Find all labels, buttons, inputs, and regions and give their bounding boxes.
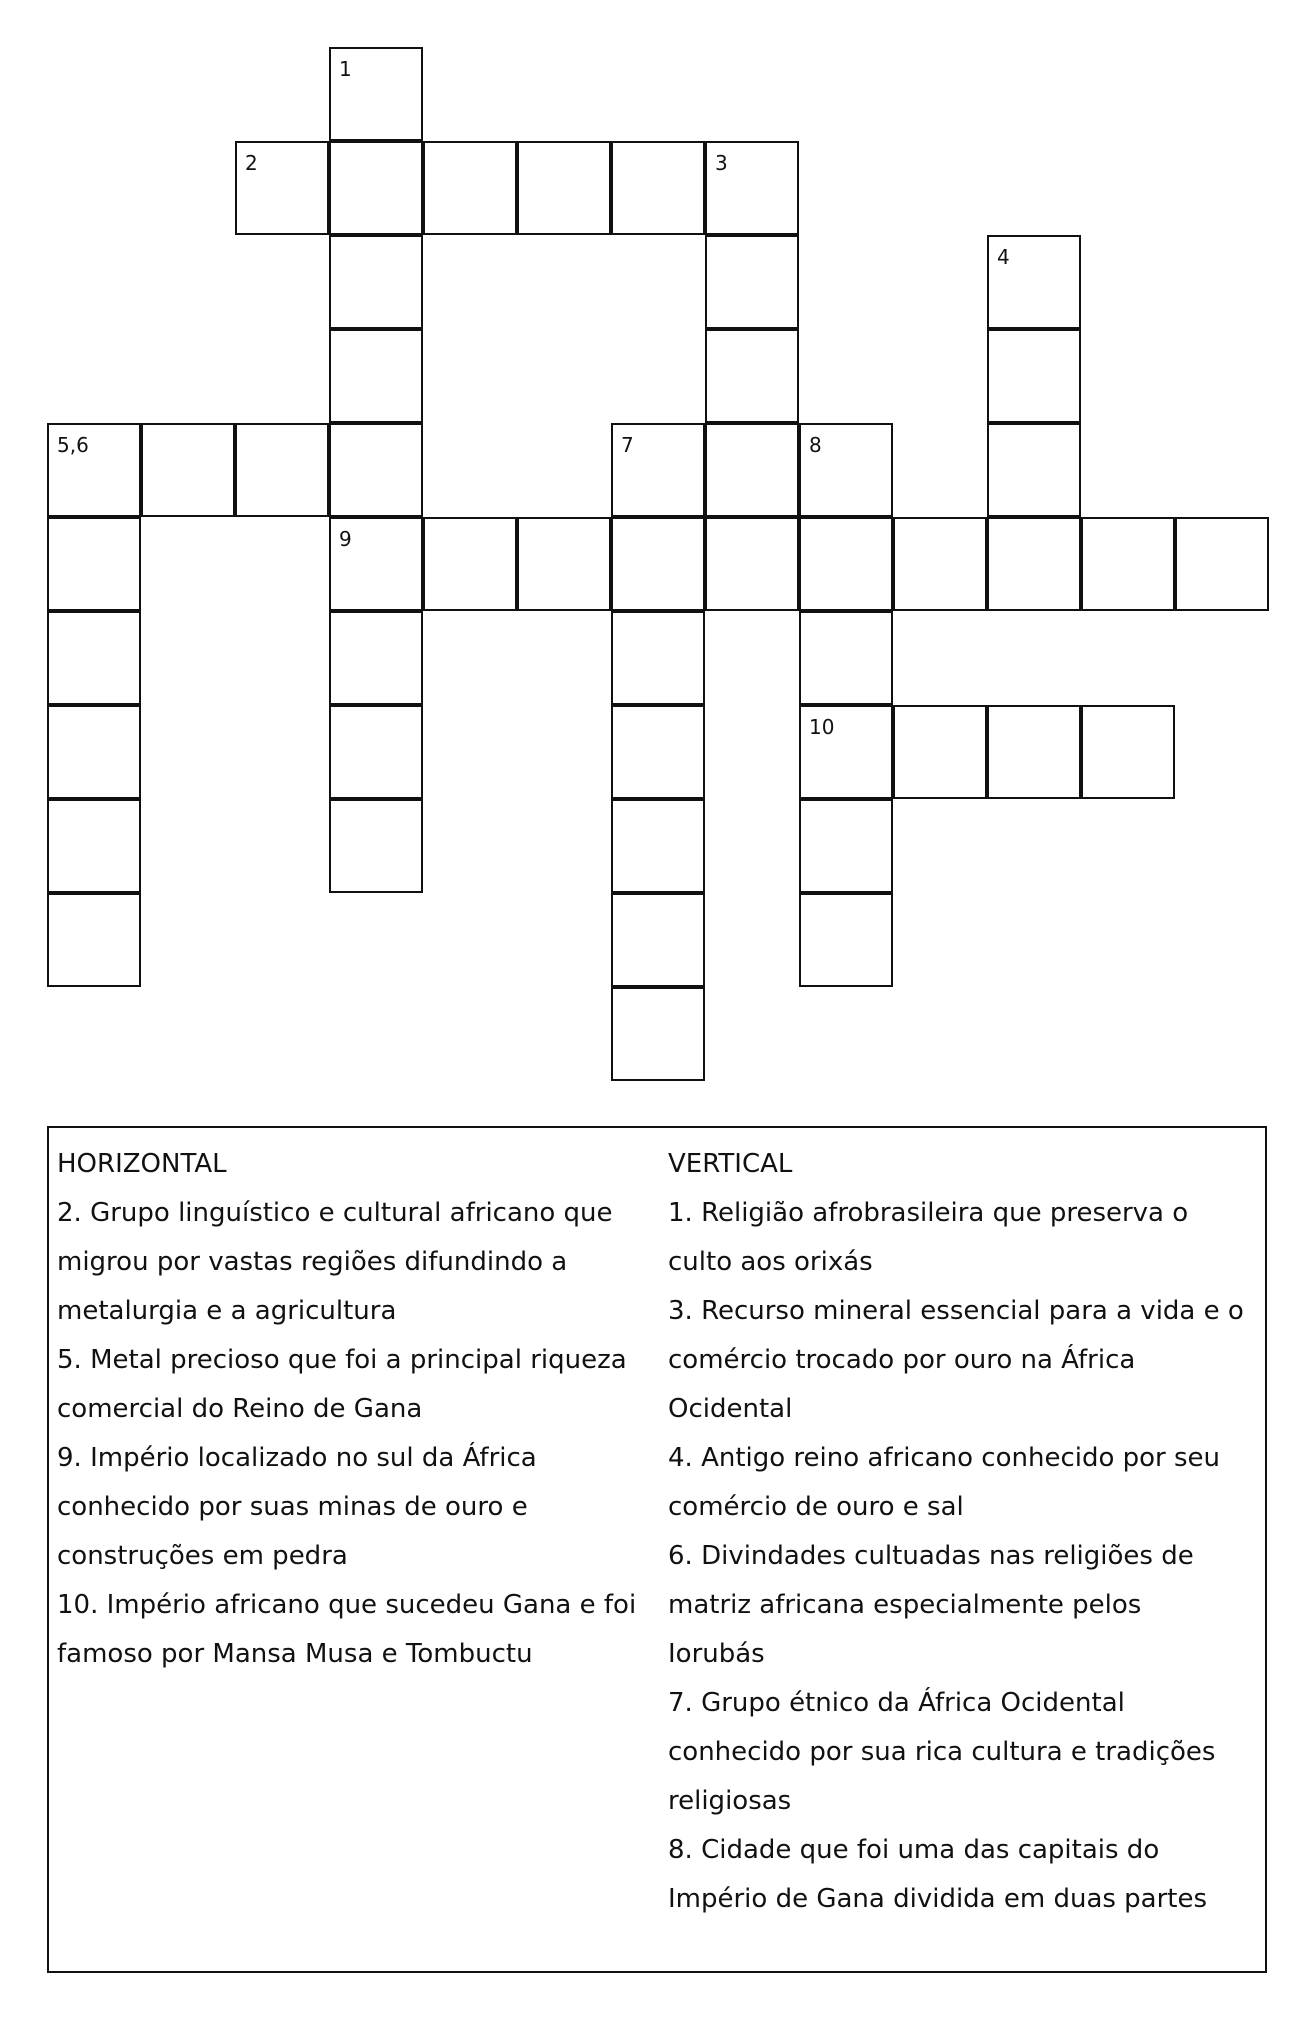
clues-box — [47, 1126, 1267, 1973]
clue-line: 7. Grupo étnico da África Ocidental — [668, 1688, 1125, 1718]
horizontal-clues — [57, 1140, 657, 1679]
crossword-cell[interactable] — [611, 987, 705, 1081]
crossword-cell[interactable] — [329, 799, 423, 893]
clue-line: 9. Império localizado no sul da África — [57, 1443, 537, 1473]
crossword-cell[interactable] — [329, 517, 423, 611]
clue-number: 9 — [339, 527, 352, 551]
crossword-cell[interactable] — [423, 517, 517, 611]
crossword-cell[interactable] — [799, 705, 893, 799]
crossword-cell[interactable] — [893, 705, 987, 799]
clue-number: 5,6 — [57, 433, 89, 457]
crossword-cell[interactable] — [1081, 705, 1175, 799]
crossword-cell[interactable] — [329, 423, 423, 517]
clue-line: construções em pedra — [57, 1541, 348, 1571]
crossword-cell[interactable] — [141, 423, 235, 517]
crossword-cell[interactable] — [799, 799, 893, 893]
clue-line: Ocidental — [668, 1394, 793, 1424]
crossword-cell[interactable] — [987, 329, 1081, 423]
clue-number: 4 — [997, 245, 1010, 269]
crossword-cell[interactable] — [611, 517, 705, 611]
crossword-cell[interactable] — [987, 705, 1081, 799]
crossword-cell[interactable] — [235, 141, 329, 235]
vertical-clue-list — [668, 1189, 1268, 1924]
crossword-cell[interactable] — [611, 893, 705, 987]
crossword-cell[interactable] — [611, 141, 705, 235]
crossword-cell[interactable] — [517, 141, 611, 235]
clue-line: culto aos orixás — [668, 1247, 873, 1277]
clue-line: conhecido por suas minas de ouro e — [57, 1492, 528, 1522]
crossword-cell[interactable] — [47, 423, 141, 517]
crossword-cell[interactable] — [799, 517, 893, 611]
crossword-cell[interactable] — [799, 893, 893, 987]
clue-number: 10 — [809, 715, 835, 739]
crossword-cell[interactable] — [329, 611, 423, 705]
crossword-cell[interactable] — [705, 517, 799, 611]
clue-line: 5. Metal precioso que foi a principal riqueza — [57, 1345, 627, 1375]
crossword-cell[interactable] — [47, 517, 141, 611]
crossword-cell[interactable] — [987, 423, 1081, 517]
vertical-heading: VERTICAL — [668, 1149, 793, 1179]
crossword-cell[interactable] — [517, 517, 611, 611]
clue-number: 7 — [621, 433, 634, 457]
crossword-cell[interactable] — [235, 423, 329, 517]
crossword-cell[interactable] — [893, 517, 987, 611]
crossword-cell[interactable] — [611, 799, 705, 893]
clue-line: 1. Religião afrobrasileira que preserva o — [668, 1198, 1189, 1228]
vertical-clues — [668, 1140, 1268, 1924]
clue-line: religiosas — [668, 1786, 792, 1816]
clue-line: comércio de ouro e sal — [668, 1492, 964, 1522]
clue-number: 2 — [245, 151, 258, 175]
clue-line: 8. Cidade que foi uma das capitais do — [668, 1835, 1160, 1865]
crossword-cell[interactable] — [47, 799, 141, 893]
clue-line: Império de Gana dividida em duas partes — [668, 1884, 1208, 1914]
crossword-cell[interactable] — [1175, 517, 1269, 611]
crossword-cell[interactable] — [611, 423, 705, 517]
crossword-cell[interactable] — [705, 235, 799, 329]
crossword-cell[interactable] — [329, 235, 423, 329]
crossword-cell[interactable] — [1081, 517, 1175, 611]
clue-line: 2. Grupo linguístico e cultural africano que — [57, 1198, 613, 1228]
clue-line: 6. Divindades cultuadas nas religiões de — [668, 1541, 1194, 1571]
crossword-cell[interactable] — [987, 235, 1081, 329]
crossword-cell[interactable] — [987, 517, 1081, 611]
clue-line: migrou por vastas regiões difundindo a — [57, 1247, 568, 1277]
clue-line: matriz africana especialmente pelos — [668, 1590, 1142, 1620]
clue-line: 4. Antigo reino africano conhecido por seu — [668, 1443, 1221, 1473]
crossword-cell[interactable] — [423, 141, 517, 235]
clue-number: 8 — [809, 433, 822, 457]
clue-line: 10. Império africano que sucedeu Gana e foi — [57, 1590, 637, 1620]
crossword-cell[interactable] — [705, 329, 799, 423]
clue-line: comercial do Reino de Gana — [57, 1394, 423, 1424]
clue-line: comércio trocado por ouro na África — [668, 1345, 1136, 1375]
crossword-cell[interactable] — [799, 423, 893, 517]
crossword-cell[interactable] — [611, 611, 705, 705]
clue-line: 3. Recurso mineral essencial para a vida e o — [668, 1296, 1244, 1326]
clue-number: 3 — [715, 151, 728, 175]
clue-line: conhecido por sua rica cultura e tradições — [668, 1737, 1216, 1767]
crossword-cell[interactable] — [705, 141, 799, 235]
crossword-cell[interactable] — [47, 705, 141, 799]
crossword-cell[interactable] — [329, 47, 423, 141]
crossword-cell[interactable] — [611, 705, 705, 799]
clue-number: 1 — [339, 57, 352, 81]
clue-line: Iorubás — [668, 1639, 765, 1669]
crossword-cell[interactable] — [47, 611, 141, 705]
clue-line: famoso por Mansa Musa e Tombuctu — [57, 1639, 533, 1669]
crossword-cell[interactable] — [329, 141, 423, 235]
crossword-cell[interactable] — [329, 705, 423, 799]
horizontal-clue-list — [57, 1189, 657, 1679]
crossword-cell[interactable] — [799, 611, 893, 705]
crossword-cell[interactable] — [705, 423, 799, 517]
horizontal-heading: HORIZONTAL — [57, 1149, 227, 1179]
crossword-cell[interactable] — [329, 329, 423, 423]
clue-line: metalurgia e a agricultura — [57, 1296, 397, 1326]
crossword-cell[interactable] — [47, 893, 141, 987]
